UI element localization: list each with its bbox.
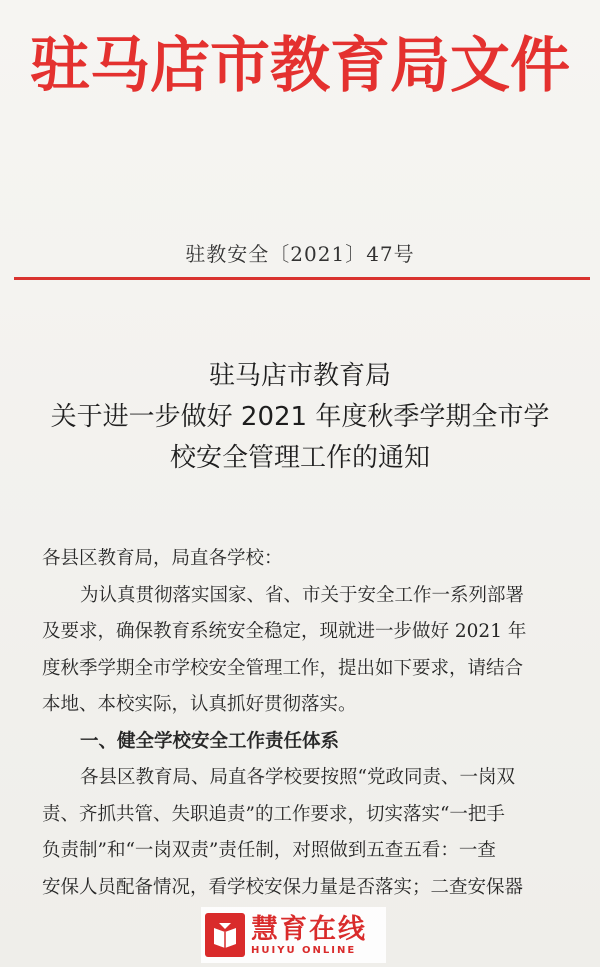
watermark-chinese-text: 慧育在线 — [251, 913, 367, 945]
body-line: 负责制”和“一岗双责”责任制，对照做到五查五看：一查 — [42, 840, 496, 861]
notice-title-line: 驻马店市教育局 — [208, 361, 391, 391]
body-line: 责、齐抓共管、失职追责”的工作要求，切实落实“一把手 — [42, 803, 505, 825]
notice-title-line: 关于进一步做好 2021 年度秋季学期全市学 — [50, 402, 550, 432]
body-line: 本地、本校实际，认真抓好贯彻落实。 — [42, 694, 357, 715]
body-line: 各县区教育局、局直各学校要按照“党政同责、一岗双 — [80, 767, 515, 788]
book-icon — [205, 913, 245, 957]
body-line: 度秋季学期全市学校安全管理工作，提出如下要求，请结合 — [42, 657, 524, 679]
body-line: 安保人员配备情况，看学校安保力量是否落实；二查安保器 — [42, 876, 524, 898]
watermark-english-text: HUIYU ONLINE — [251, 944, 357, 956]
notice-body — [42, 541, 582, 906]
notice-title-line: 校安全管理工作的通知 — [169, 443, 430, 473]
salutation: 各县区教育局，局直各学校： — [42, 548, 283, 569]
body-line: 为认真贯彻落实国家、省、市关于安全工作一系列部署 — [80, 584, 525, 606]
body-line: 及要求，确保教育系统安全稳定，现就进一步做好 2021 年 — [42, 621, 527, 642]
notice-title — [0, 356, 600, 479]
red-divider-line — [14, 277, 590, 280]
document-header-title: 驻马店市教育局文件 — [30, 31, 570, 101]
document-number: 驻教安全〔2021〕47号 — [185, 242, 415, 266]
section-heading: 一、健全学校安全工作责任体系 — [80, 730, 340, 752]
watermark-logo — [201, 907, 386, 963]
